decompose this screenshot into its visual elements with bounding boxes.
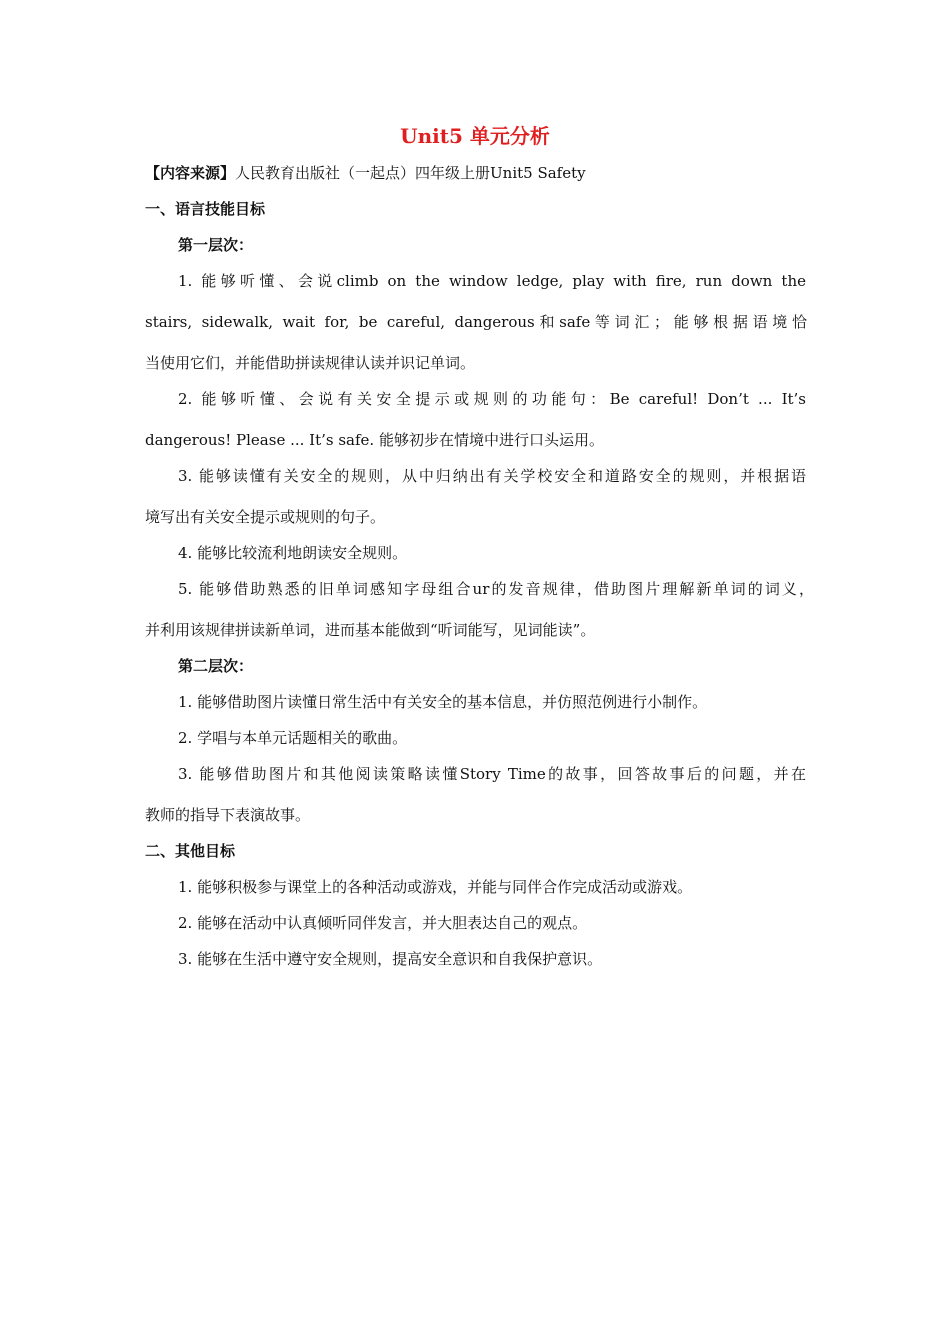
goal-1-3-line-1: 3. 能够读懂有关安全的规则，从中归纳出有关学校安全和道路安全的规则，并根据语: [178, 467, 806, 485]
goal-1-2-line-2: dangerous! Please ... It’s safe. 能够初步在情境中进行口头运用。: [145, 431, 604, 449]
goal-2-2: 2. 学唱与本单元话题相关的歌曲。: [178, 729, 408, 747]
goal-2-3-line-2: 教师的指导下表演故事。: [145, 806, 311, 824]
content-source-text: 人民教育出版社（一起点）四年级上册Unit5 Safety: [235, 164, 586, 182]
goal-1-1-line-3: 当使用它们，并能借助拼读规律认读并识记单词。: [145, 354, 476, 372]
page-title: Unit5 单元分析: [400, 124, 550, 148]
other-goal-1: 1. 能够积极参与课堂上的各种活动或游戏，并能与同伴合作完成活动或游戏。: [178, 878, 693, 896]
other-goal-3: 3. 能够在生活中遵守安全规则，提高安全意识和自我保护意识。: [178, 950, 603, 968]
goal-1-5-line-2: 并利用该规律拼读新单词，进而基本能做到“听词能写，见词能读”。: [145, 621, 596, 639]
content-source-label: 【内容来源】: [145, 164, 236, 182]
goal-1-2-line-1: 2. 能够听懂、会说有关安全提示或规则的功能句：Be careful! Don’t ... It’s: [178, 390, 806, 408]
goal-2-1: 1. 能够借助图片读懂日常生活中有关安全的基本信息，并仿照范例进行小制作。: [178, 693, 708, 711]
section-1-heading: 一、语言技能目标: [145, 200, 266, 218]
content-source: [145, 163, 586, 183]
goal-2-3-line-1: 3. 能够借助图片和其他阅读策略读懂Story Time的故事，回答故事后的问题，并在: [178, 765, 806, 783]
other-goal-2: 2. 能够在活动中认真倾听同伴发言，并大胆表达自己的观点。: [178, 914, 588, 932]
goal-1-1-line-2: stairs, sidewalk, wait for, be careful, dangerous和safe等词汇；能够根据语境恰: [145, 313, 807, 331]
level-1-heading: 第一层次：: [178, 236, 254, 254]
section-2-heading: 二、其他目标: [145, 842, 236, 860]
goal-1-4: 4. 能够比较流利地朗读安全规则。: [178, 544, 408, 562]
goal-1-5-line-1: 5. 能够借助熟悉的旧单词感知字母组合ur的发音规律，借助图片理解新单词的词义，: [178, 580, 814, 598]
goal-1-1-line-1: 1. 能够听懂、会说climb on the window ledge, play with fire, run down the: [178, 272, 806, 290]
level-2-heading: 第二层次：: [178, 657, 254, 675]
goal-1-3-line-2: 境写出有关安全提示或规则的句子。: [145, 508, 386, 526]
